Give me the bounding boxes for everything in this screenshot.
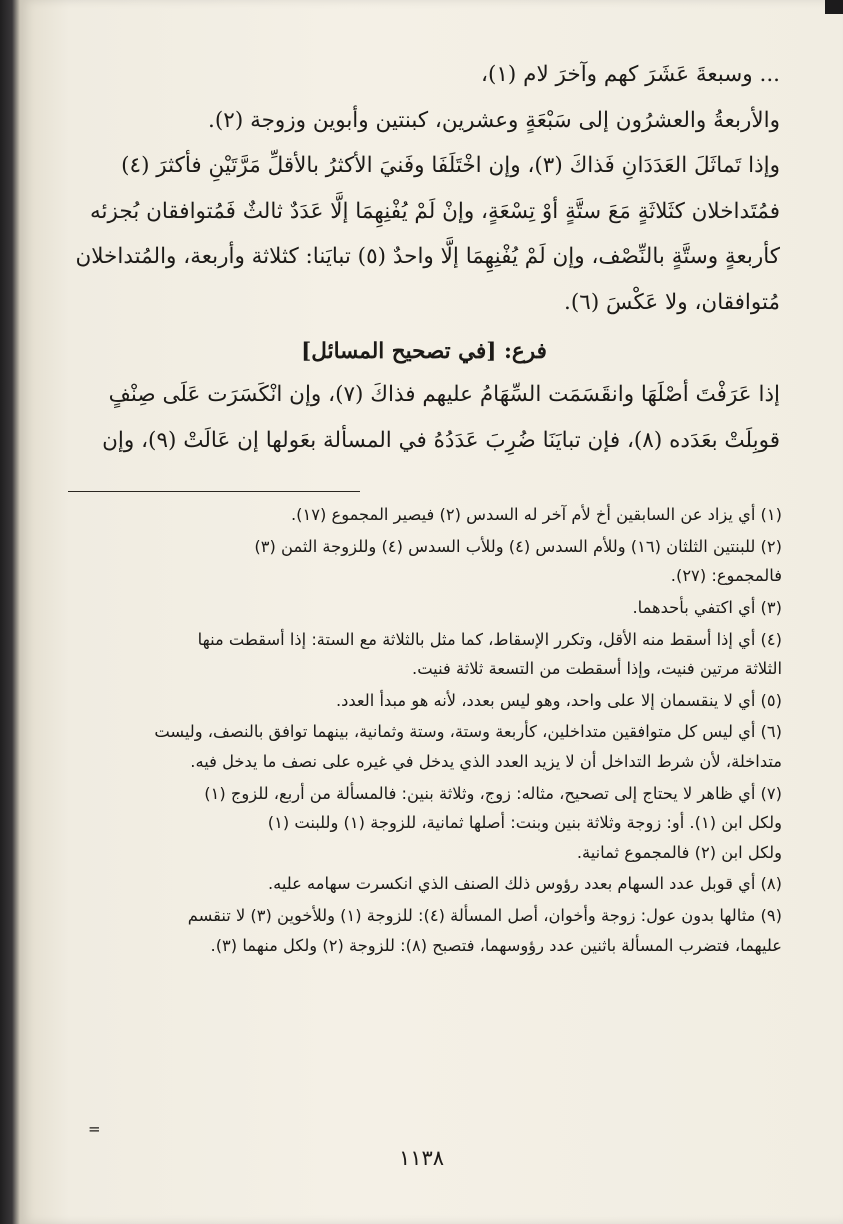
footnote-continuation: عليهما، فتضرب المسألة باثنين عدد رؤوسهما، فتصبح (٨): للزوجة (٢) ولكل منهما (٣).: [210, 935, 782, 955]
footnote-continuation: متداخلة، لأن شرط التداخل أن لا يزيد العدد الذي يدخل في غيره على نصف ما يدخل فيه.: [190, 751, 782, 771]
main-text-line: إذا عَرَفْتَ أصْلَهَا وانقَسَمَت السِّهَامُ عليهم فذاكَ (٧)، وإن انْكَسَرَت عَلَى صِنْفٍ: [108, 382, 780, 407]
footnote-continuation: فالمجموع: (٢٧).: [670, 566, 782, 586]
main-text-block: [68, 52, 780, 463]
footnote-2: [64, 532, 782, 591]
footnote-text: (٩) مثالها بدون عول: زوجة وأخوان، أصل المسألة (٤): للزوجة (١) وللأخوين (٣) لا تنقسم: [187, 906, 782, 925]
footnote-continuation: ولكل ابن (١). أو: زوجة وثلاثة بنين وبنت: أصلها ثمانية، للزوجة (١) وللبنت (١): [267, 813, 782, 833]
footnote-text: (٤) أي إذا أسقط منه الأقل، وتكرر الإسقاط، كما مثل بالثلاثة مع الستة: إذا أسقطت منها: [197, 629, 782, 649]
footnote-7: [64, 779, 782, 868]
main-text-line: فمُتَداخلان كثَلاثَةٍ مَعَ ستَّةٍ أوْ تِسْعَةٍ، وإنْ لَمْ يُفْنِهِمَا إلَّا عَدَدٌ ثالثٌ فَمُتوافقان بُجزئه: [90, 198, 780, 224]
page-number: ١١٣٨: [398, 1146, 445, 1170]
footnote-continuation: ولكل ابن (٢) فالمجموع ثمانية.: [576, 842, 782, 862]
footnote-1: [64, 500, 782, 530]
footnote-text: (٥) أي لا ينقسمان إلا على واحد، وهو ليس بعدد، لأنه هو مبدأ العدد.: [335, 690, 782, 710]
book-gutter: [0, 0, 20, 1224]
main-text-line: كأربعةٍ وستَّةٍ بالنِّصْف، وإن لَمْ يُفْنِهِمَا إلَّا واحدٌ (٥) تبايَنا: كثلاثة وأربعة، والمُتداخلان: [75, 244, 780, 269]
footnote-text: (١) أي يزاد عن السابقين أخ لأم آخر له السدس (٢) فيصير المجموع (١٧).: [290, 505, 782, 524]
continuation-mark: =: [88, 1120, 101, 1138]
footnote-5: [64, 686, 782, 716]
footnote-text: (٢) للبنتين الثلثان (١٦) وللأم السدس (٤) وللأب السدس (٤) وللزوجة الثمن (٣): [254, 536, 782, 556]
page-corner-shadow: [825, 0, 843, 14]
main-text-line: قوبِلَتْ بعَدَده (٨)، فإن تبايَنَا ضُرِبَ عَدَدُهُ في المسألة بعَولها إن عَالَتْ (٩)، وإن: [102, 427, 780, 453]
footnote-6: [64, 717, 782, 776]
main-text-line: والأربعةُ والعشرُون إلى سَبْعَةٍ وعشرين، كبنتين وأبوين وزوجة (٢).: [208, 107, 780, 133]
footnote-text: (٨) أي قوبل عدد السهام بعدد رؤوس ذلك الصنف الذي انكسرت سهامه عليه.: [267, 874, 782, 894]
footnote-3: [64, 593, 782, 623]
footnote-text: (٣) أي اكتفي بأحدهما.: [632, 597, 782, 617]
footnote-text: (٦) أي ليس كل متوافقين متداخلين، كأربعة وستة، وستة وثمانية، بينهما توافق بالنصف، وليست: [154, 722, 782, 742]
section-heading: فرع: [في تصحيح المسائل]: [301, 339, 547, 364]
footnotes-block: [64, 500, 782, 962]
main-text-line: وإذا تَماثَلَ العَدَدَانِ فَذاكَ (٣)، وإن اخْتَلَفَا وفَنيَ الأكثرُ بالأقلِّ مَرَّتَيْنِ فأكثرَ (٤): [121, 153, 780, 178]
footnote-separator: [68, 491, 360, 492]
footnote-9: [64, 901, 782, 960]
footnote-4: [64, 625, 782, 684]
footnote-8: [64, 869, 782, 899]
main-text-line: مُتوافقان، ولا عَكْسَ (٦).: [564, 289, 780, 315]
footnote-continuation: الثلاثة مرتين فنيت، وإذا أسقطت من التسعة ثلاثة فنيت.: [412, 659, 782, 679]
main-text-line: ... وسبعةَ عَشَرَ كهم وآخرَ لام (١)،: [481, 62, 780, 87]
footnote-text: (٧) أي ظاهر لا يحتاج إلى تصحيح، مثاله: زوج، وثلاثة بنين: فالمسألة من أربع، للزوج (١): [204, 783, 782, 803]
